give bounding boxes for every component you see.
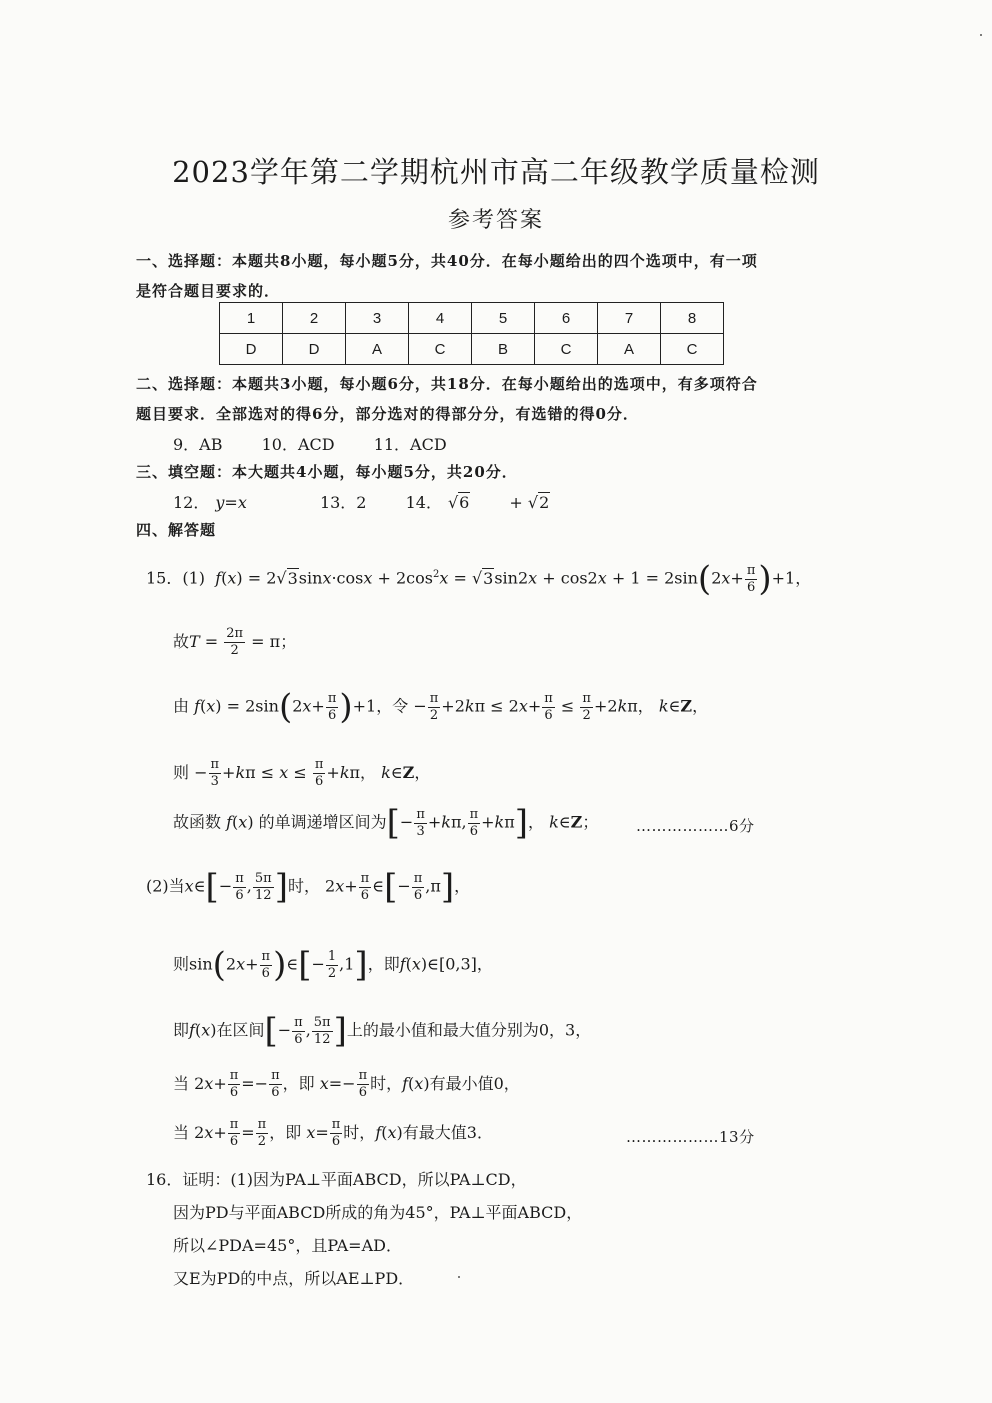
max-text: 有最大值3． xyxy=(402,1123,493,1142)
document-title: 2023学年第二学期杭州市高二年级教学质量检测 xyxy=(172,155,820,189)
table-cell: 1 xyxy=(220,303,283,334)
q15-score-6: ………………6分 xyxy=(636,817,755,835)
section3-answers xyxy=(173,490,618,513)
table-cell: B xyxy=(472,334,535,365)
part2-when: 时， xyxy=(287,876,320,896)
q15-monotonic-condition-line: 由 f(x) = 2sin(2x+ $\frac{\pi}{6}$ )+1，令 − $\frac{\pi}{2}$ +2kπ ≤ 2x+ $\frac{\pi}{6}$ ≤ $\frac{\pi}{2}$ +2kπ， k∈Z， xyxy=(173,687,709,727)
range-prefix: 则 xyxy=(173,954,190,974)
question-number-row xyxy=(220,303,724,334)
answer-10: 10．ACD xyxy=(261,435,335,454)
q15-solution-range-line: 则 − $\frac{\pi}{3}$ +kπ ≤ x ≤ $\frac{\pi}{6}$ +kπ， k∈Z， xyxy=(173,757,431,789)
q15-minmax-line: 即f(x)在区间[− $\frac{\pi}{6}$ , $\frac{5\pi}{12}$ ]上的最小值和最大值分别为0，3， xyxy=(173,1011,592,1051)
q16-line1: 16．证明：(1)因为PA⊥平面ABCD，所以PA⊥CD， xyxy=(146,1170,527,1189)
increasing-text2: 的单调递增区间为 xyxy=(258,812,387,832)
period-var: T xyxy=(189,632,200,651)
q15-max-line: 当 2x+ $\frac{\pi}{6}$ = $\frac{\pi}{2}$ ，即 x= $\frac{\pi}{6}$ 时，f(x)有最大值3． xyxy=(173,1117,493,1149)
table-cell: 7 xyxy=(598,303,661,334)
table-cell: A xyxy=(598,334,661,365)
section3-heading: 三、填空题：本大题共4小题，每小题5分，共20分． xyxy=(136,463,518,481)
table-cell: 4 xyxy=(409,303,472,334)
q15-min-line: 当 2x+ $\frac{\pi}{6}$ =− $\frac{\pi}{6}$ ，即 x=− $\frac{\pi}{6}$ 时，f(x)有最小值0， xyxy=(173,1068,520,1100)
table-cell: C xyxy=(535,334,598,365)
section4-heading: 四、解答题 xyxy=(136,521,217,539)
table-cell: D xyxy=(283,334,346,365)
table-cell: 3 xyxy=(346,303,409,334)
q15-period-line: 故T = $\frac{2\pi}{2}$ = π； xyxy=(173,626,297,658)
table-cell: 5 xyxy=(472,303,535,334)
answer-11: 11．ACD xyxy=(373,435,447,454)
increasing-text: 故函数 xyxy=(173,812,222,832)
answer-row xyxy=(220,334,724,365)
section2-heading-line2: 题目要求．全部选对的得6分，部分选对的得部分分，有选错的得0分． xyxy=(136,405,639,423)
scan-speck xyxy=(458,1276,460,1278)
multiple-choice-answer-table xyxy=(219,302,724,365)
q15-sin-range-line: 则sin(2x+ $\frac{\pi}{6}$ )∈[− $\frac{1}{2}$ ,1]，即f(x)∈[0,3]， xyxy=(173,945,493,985)
answer-12-label: 12． xyxy=(173,493,210,512)
q15-formula-line: 15．(1) $f(x) = 2√3\sin x\cdot\cos x + 2\cos^2x = √3\sin 2x + \cos 2x + 1 = 2\sin(2x+$ $\frac{\pi}{6}$ )+1， xyxy=(146,559,812,599)
minmax-text: 上的最小值和最大值分别为0，3， xyxy=(346,1020,592,1040)
q16-line4: 又E为PD的中点，所以AE⊥PD． xyxy=(173,1269,415,1288)
document-subtitle: 参考答案 xyxy=(447,208,544,233)
table-cell: 2 xyxy=(283,303,346,334)
answer-13: 13．2 xyxy=(319,493,367,512)
q15-score-13: ………………13分 xyxy=(626,1128,755,1146)
section2-heading-line1: 二、选择题：本题共3小题，每小题6分，共18分．在每小题给出的选项中，有多项符合 xyxy=(136,375,758,393)
section1-heading-line1: 一、选择题：本题共8小题，每小题5分，共40分．在每小题给出的四个选项中，有一项 xyxy=(136,252,758,270)
q16-line3: 所以∠PDA=45°，且PA=AD． xyxy=(173,1236,402,1255)
section2-answers xyxy=(173,432,481,455)
answer-14-value: √6 + √2 xyxy=(447,493,550,512)
period-prefix: 故 xyxy=(173,632,190,651)
range-mid: ，即 xyxy=(367,954,400,974)
table-cell: C xyxy=(409,334,472,365)
scan-speck xyxy=(980,34,982,36)
q16-line2: 因为PD与平面ABCD所成的角为45°，PA⊥平面ABCD， xyxy=(173,1203,583,1222)
table-cell: A xyxy=(346,334,409,365)
answer-12-value: y=x xyxy=(215,493,247,512)
table-cell: C xyxy=(661,334,724,365)
q15-label: 15．(1) xyxy=(146,568,206,588)
part2-label: (2)当 xyxy=(146,876,185,896)
answer-9: 9．AB xyxy=(173,435,223,454)
q15-increasing-interval-line: 故函数 f(x) 的单调递增区间为[− $\frac{\pi}{3}$ +kπ, $\frac{\pi}{6}$ +kπ]， k∈Z； xyxy=(173,803,599,843)
table-cell: D xyxy=(220,334,283,365)
answer-14-label: 14． xyxy=(405,493,442,512)
min-text: 有最小值0， xyxy=(429,1074,520,1093)
table-cell: 8 xyxy=(661,303,724,334)
table-cell: 6 xyxy=(535,303,598,334)
section1-heading-line2: 是符合题目要求的． xyxy=(136,282,281,300)
q15-part2-line: (2)当x∈[− $\frac{\pi}{6}$ , $\frac{5\pi}{12}$ ]时， 2x+ $\frac{\pi}{6}$ ∈[− $\frac{\pi}{6}$ ,π]， xyxy=(146,867,471,907)
